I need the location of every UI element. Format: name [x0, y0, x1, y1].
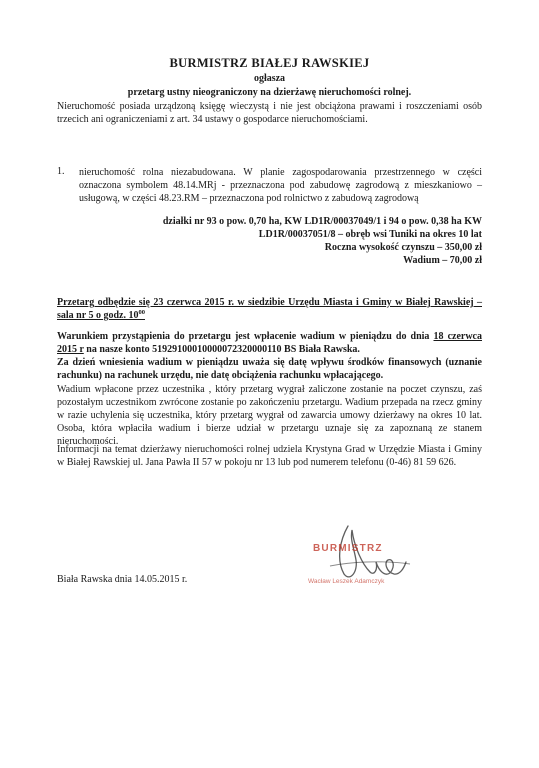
deposit-amount: Wadium – 70,00 zł [403, 255, 482, 266]
announcement-heading: przetarg ustny nieograniczony na dzierżawę nieruchomości rolnej. [127, 87, 412, 98]
mayor-stamp [300, 520, 450, 600]
auction-time-minutes: 00 [138, 309, 145, 316]
plot-details-line-2: LD1R/00037051/8 – obręb wsi Tuniki na okres 10 lat [258, 229, 482, 240]
auction-date-paragraph [57, 296, 482, 322]
intro-paragraph: Nieruchomość posiada urządzoną księgę wieczystą i nie jest obciążona prawami i roszczeniami osób trzecich ani ograniczeniami z art. 34 ustawy o gospodarce nieruchomościami. [57, 101, 482, 125]
stamp-name: Wacław Leszek Adamczyk [308, 578, 385, 585]
list-item-number: 1. [57, 166, 65, 177]
wadium-payment-date-rule: Za dzień wniesienia wadium w pieniądzu uważa się datę wpływu środków finansowych (uznanie rachunku) na rachunek urzędu, nie datę obciążenia rachunku wpłacającego. [57, 357, 482, 381]
plot-details-line-1: działki nr 93 o pow. 0,70 ha, KW LD1R/00037049/1 i 94 o pow. 0,38 ha KW [162, 216, 482, 227]
annual-rent: Roczna wysokość czynszu – 350,00 zł [324, 242, 482, 253]
auction-text: Przetarg odbędzie się 23 czerwca 2015 r. w siedzibie Urzędu Miasta i Gminy w Białej Rawskiej – sala nr 5 o godz. 10 [57, 297, 482, 321]
document-subtitle: ogłasza [253, 73, 286, 84]
wadium-deadline: 18 czerwca 2015 r [57, 331, 482, 355]
wadium-conditions [57, 330, 482, 382]
signature-scribble [300, 520, 450, 600]
stamp-title: BURMISTRZ [313, 543, 383, 554]
wadium-account: na nasze konto 51929100010000072320000110 BS Biała Rawska. [83, 344, 360, 355]
wadium-rules: Wadium wpłacone przez uczestnika , który przetarg wygrał zaliczone zostanie na poczet czynszu, zaś pozostałym uczestnikom zwrócone zostanie po zakończeniu przetargu. Wadium przepada na rzecz gminy w razie uchylenia się uczestnika, który przetarg wygrał od zawarcia umowy dzierżawy na okres 10 lat. Osoba, która wpłaciła wadium i bierze udział w przetargu uznaje się za zapoznaną ze stanem nieruchomości. [57, 384, 482, 447]
place-and-date: Biała Rawska dnia 14.05.2015 r. [57, 574, 188, 585]
property-description: nieruchomość rolna niezabudowana. W planie zagospodarowania przestrzennego w części oznaczona symbolem 48.14.MRj - przeznaczona pod zabudowę zagrodową z mieszkaniowo – usługową, w części 48.23.RM – przeznaczona pod rolnictwo z zabudową zagrodową [79, 167, 482, 204]
wadium-condition-text: Warunkiem przystąpienia do przetargu jest wpłacenie wadium w pieniądzu do dnia [57, 331, 434, 342]
contact-info: Informacji na temat dzierżawy nieruchomości rolnej udziela Krystyna Grad w Urzędzie Miasta i Gminy w Białej Rawskiej ul. Jana Pawła II 57 w pokoju nr 13 lub pod numerem telefonu (0-46) 81 59 626. [57, 444, 482, 468]
document-title: BURMISTRZ BIAŁEJ RAWSKIEJ [169, 56, 370, 70]
